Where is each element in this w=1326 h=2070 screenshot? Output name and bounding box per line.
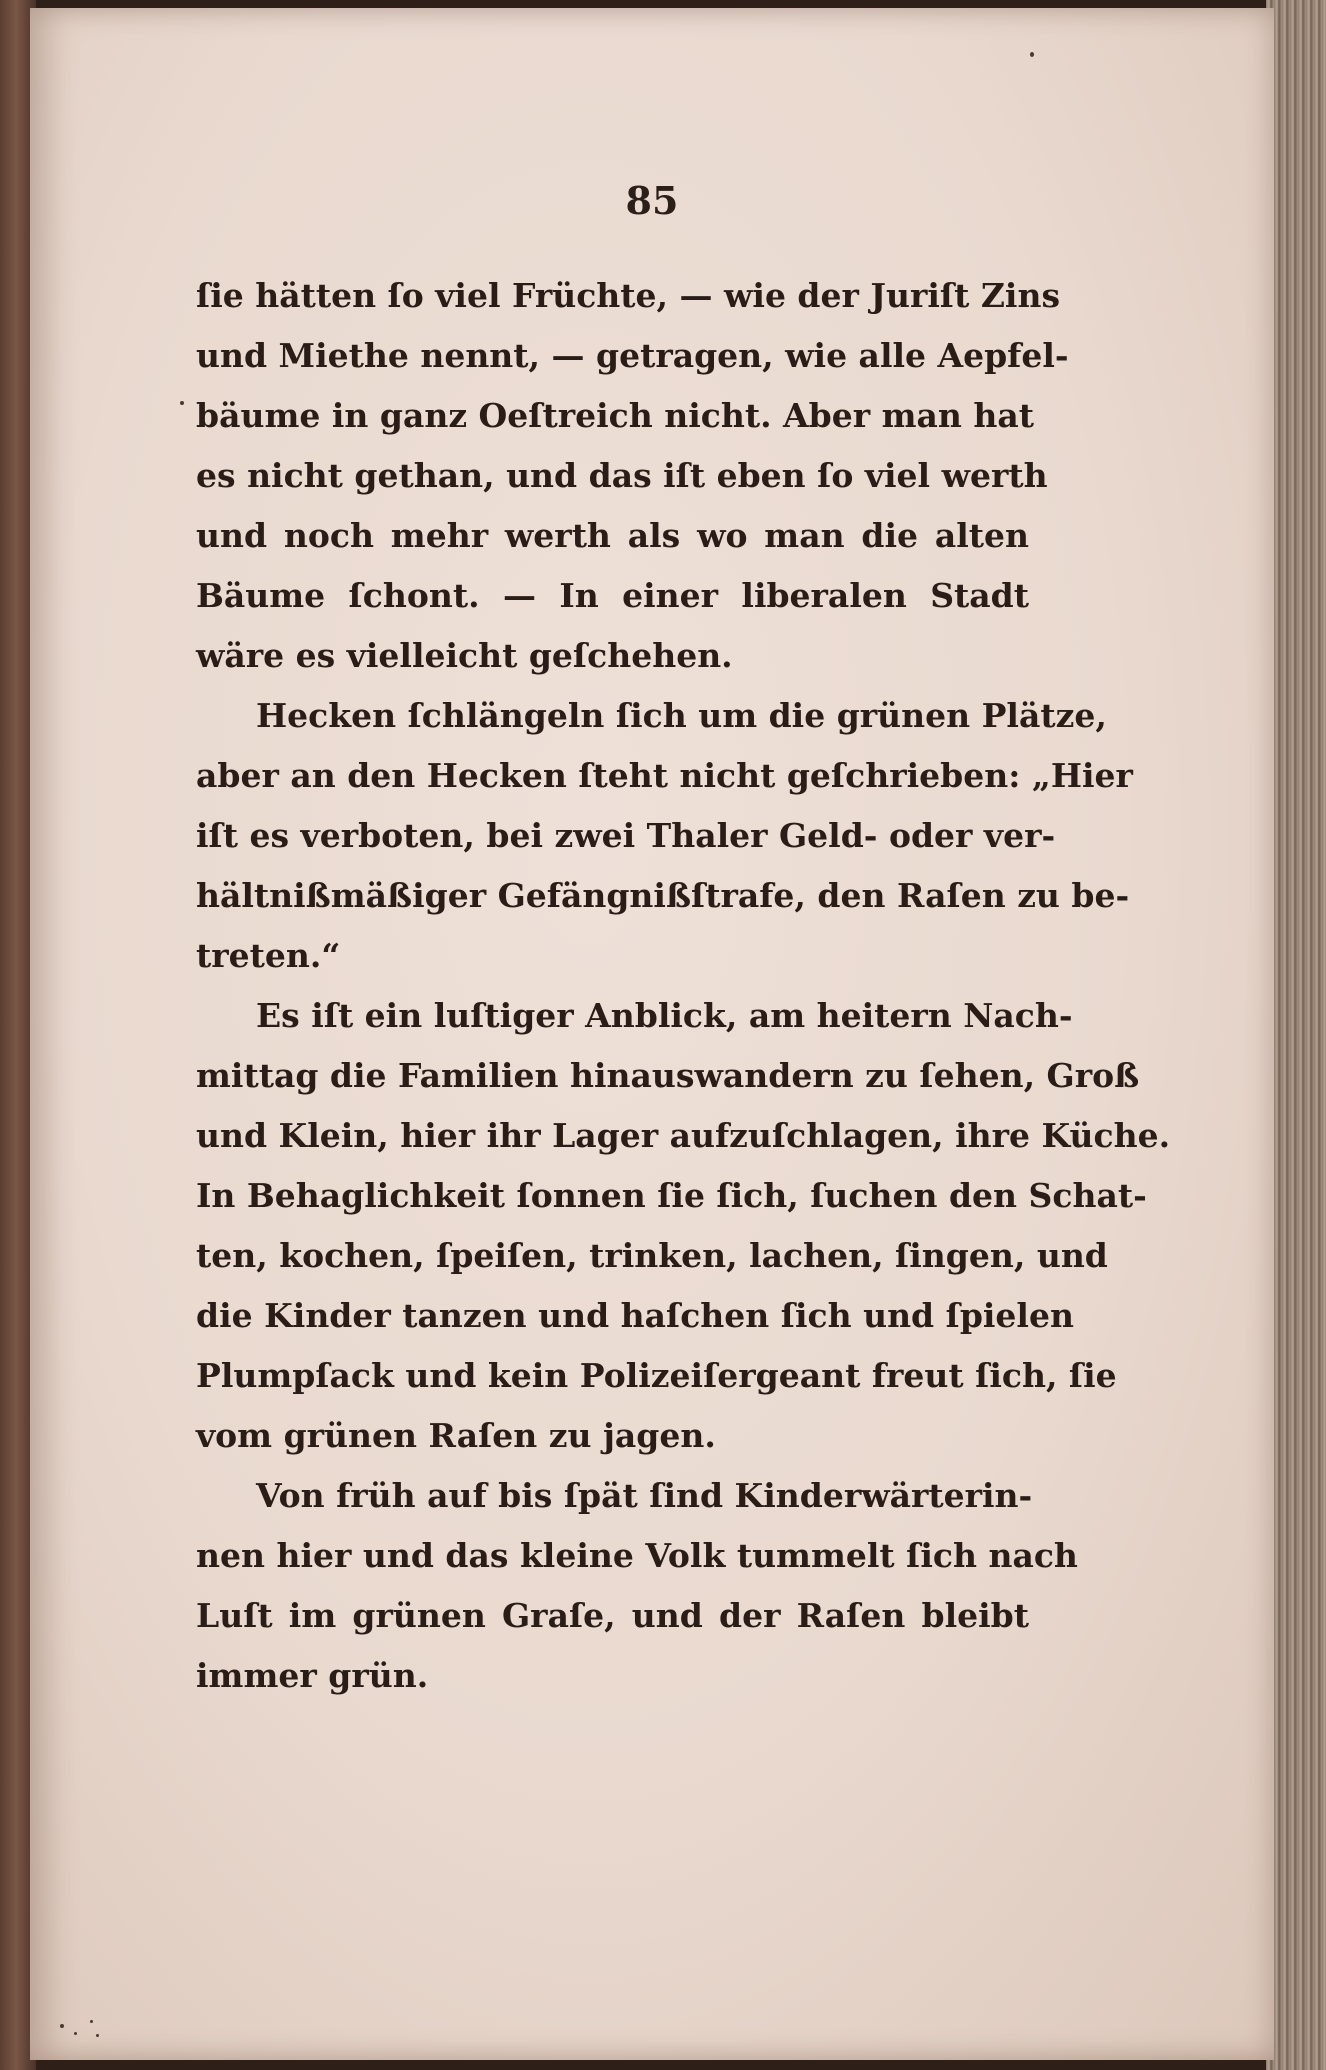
text-line: iſt es verboten, bei zwei Thaler Geld- oder ver- <box>196 816 1056 855</box>
text-line: vom grünen Raſen zu jagen. <box>196 1416 716 1455</box>
text-line: ſie hätten ſo viel Früchte, — wie der Juriſt Zins <box>196 276 1061 315</box>
text-line: treten.“ <box>196 936 341 975</box>
text-line: hältnißmäßiger Gefängnißſtrafe, den Raſen zu be- <box>196 876 1130 915</box>
text-line: Es iſt ein luſtiger Anblick, am heitern Nach- <box>256 996 1073 1035</box>
text-line: Luſt im grünen Graſe, und der Raſen bleibt <box>196 1596 1029 1635</box>
text-line: ten, kochen, ſpeiſen, trinken, lachen, ſingen, und <box>196 1236 1108 1275</box>
ink-speck <box>180 401 184 405</box>
text-line: und Klein, hier ihr Lager aufzuſchlagen, ihre Küche. <box>196 1116 1171 1155</box>
text-line: immer grün. <box>196 1656 429 1695</box>
text-line: die Kinder tanzen und haſchen ſich und ſpielen <box>196 1296 1074 1335</box>
text-line: Bäume ſchont. — In einer liberalen Stadt <box>196 576 1029 615</box>
text-line: mittag die Familien hinauswandern zu ſehen, Groß <box>196 1056 1140 1095</box>
page-number: 85 <box>625 178 679 223</box>
text-line: aber an den Hecken ſteht nicht geſchrieben: „Hier <box>196 756 1133 795</box>
text-line: Von früh auf bis ſpät ſind Kinderwärterin- <box>256 1476 1033 1515</box>
ink-speck <box>74 2032 77 2035</box>
body-text <box>196 266 1171 1706</box>
text-line: bäume in ganz Oeſtreich nicht. Aber man hat <box>196 396 1035 435</box>
page-edges <box>1266 0 1326 2070</box>
ink-speck <box>60 2024 64 2028</box>
text-line: nen hier und das kleine Volk tummelt ſich nach <box>196 1536 1078 1575</box>
ink-speck <box>96 2034 99 2037</box>
book-page <box>30 8 1274 2060</box>
text-line: Hecken ſchlängeln ſich um die grünen Plätze, <box>256 696 1107 735</box>
text-line: und Miethe nennt, — getragen, wie alle Aepfel- <box>196 336 1069 375</box>
ink-speck <box>90 2020 93 2023</box>
text-line: In Behaglichkeit ſonnen ſie ſich, ſuchen den Schat- <box>196 1176 1147 1215</box>
ink-speck <box>1030 52 1034 57</box>
text-line: und noch mehr werth als wo man die alten <box>196 516 1029 555</box>
text-line: wäre es vielleicht geſchehen. <box>196 636 733 675</box>
text-line: es nicht gethan, und das iſt eben ſo viel werth <box>196 456 1048 495</box>
text-line: Plumpſack und kein Polizeiſergeant freut ſich, ſie <box>196 1356 1117 1395</box>
